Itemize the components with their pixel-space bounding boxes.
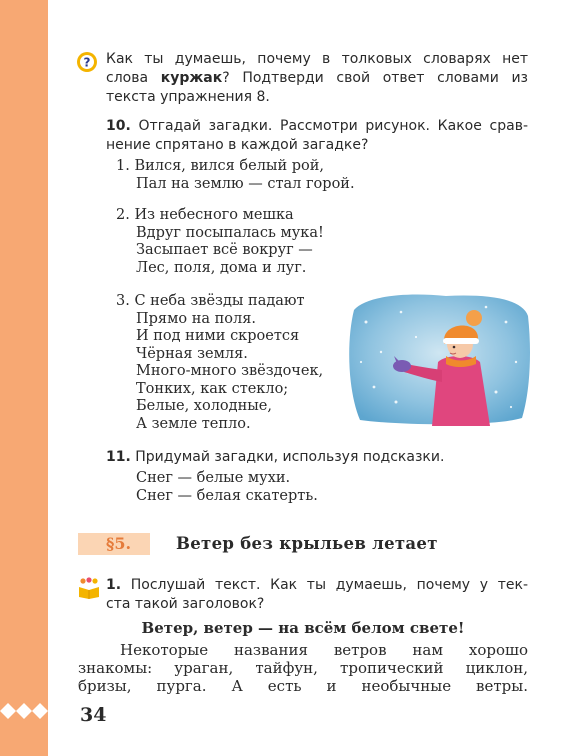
hint-2: Снег — белая скатерть. bbox=[136, 487, 318, 504]
exercise-11-number: 11. bbox=[106, 449, 131, 465]
text-title: Ветер, ветер — на всём белом свете! bbox=[141, 619, 465, 637]
listen-icon bbox=[77, 577, 101, 599]
riddle-2: 2. Из небесного мешка Вдруг посыпалась мука! Засыпает всё вокруг — Лес, поля, дома и луг. bbox=[116, 207, 324, 276]
text-body bbox=[78, 641, 528, 695]
riddle-3: 3. С неба звёзды падают Прямо на поля. И под ними скроется Чёрная земля. Много-много звёздочек, Тонких, как стекло; Белые, холодные, А земле тепло. bbox=[116, 293, 324, 432]
riddle-1-number: 1. bbox=[116, 158, 130, 174]
section-title: Ветер без крыльев летает bbox=[176, 534, 438, 553]
riddle-1: 1. Вился, вился белый рой, Пал на землю — стал горой. bbox=[116, 158, 355, 192]
question-line-2: слова куржак? Подтверди свой ответ словами из bbox=[106, 70, 528, 86]
exercise-10-instructions bbox=[106, 117, 528, 155]
exercise-10-line-2: нение спрятано в каждой загадке? bbox=[106, 137, 369, 153]
exercise-1-line-1: 1. Послушай текст. Как ты думаешь, почему у тек- bbox=[106, 577, 528, 593]
hint-1: Снег — белые мухи. bbox=[136, 470, 291, 486]
question-line-3: текста упражнения 8. bbox=[106, 89, 270, 105]
exercise-10-number: 10. bbox=[106, 118, 131, 134]
body-line-1: Некоторые названия ветров нам хорошо bbox=[120, 641, 528, 659]
svg-text:?: ? bbox=[83, 55, 91, 70]
exercise-11-instructions: 11. Придумай загадки, используя подсказки. bbox=[106, 449, 445, 465]
question-text bbox=[106, 50, 528, 107]
question-line-1: Как ты думаешь, почему в толковых словарях нет bbox=[106, 51, 528, 67]
exercise-1-number: 1. bbox=[106, 577, 122, 593]
body-line-3: бризы, пурга. А есть и необычные ветры. bbox=[78, 677, 528, 695]
exercise-11-hints bbox=[136, 470, 318, 505]
exercise-1-line-2: ста такой заголовок? bbox=[106, 596, 265, 612]
riddle-3-number: 3. bbox=[116, 293, 130, 309]
exercise-10-line-1: 10. Отгадай загадки. Рассмотри рисунок. Какое срав- bbox=[106, 118, 528, 134]
question-icon bbox=[76, 51, 98, 73]
body-line-2: знакомы: ураган, тайфун, тропический циклон, bbox=[78, 659, 528, 677]
snow-girl-illustration bbox=[346, 292, 530, 426]
page-number: 34 bbox=[80, 704, 107, 726]
riddle-2-number: 2. bbox=[116, 207, 130, 223]
exercise-1-instructions bbox=[106, 576, 528, 614]
section-number: §5. bbox=[106, 534, 132, 553]
